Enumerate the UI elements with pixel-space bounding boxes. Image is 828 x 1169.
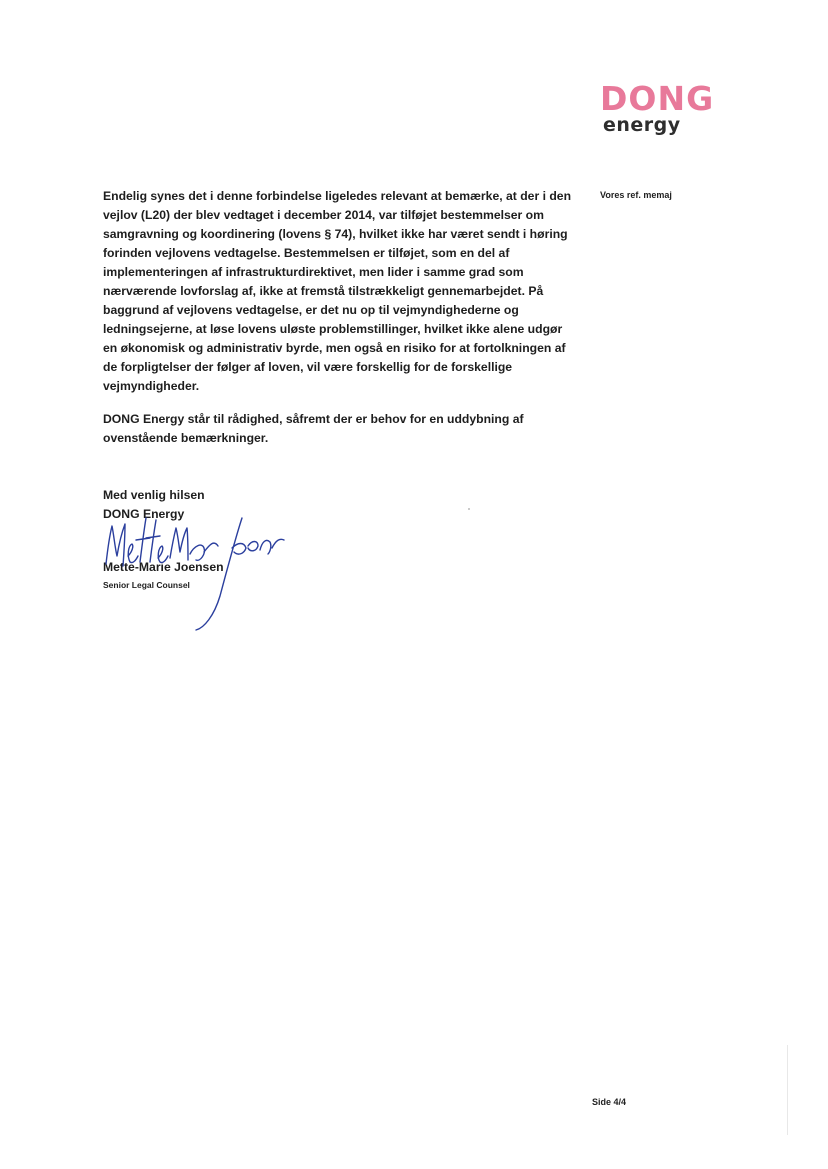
reference-label: Vores ref. memaj xyxy=(600,190,672,200)
letter-body xyxy=(103,187,573,462)
handwritten-signature xyxy=(92,506,292,636)
paragraph-2: DONG Energy står til rådighed, såfremt der er behov for en uddybning af ovenstående bemærkninger. xyxy=(103,412,524,445)
signer-name: Mette-Marie Joensen xyxy=(103,560,224,574)
page-number: Side 4/4 xyxy=(592,1097,627,1107)
scan-speck xyxy=(468,508,470,510)
logo-word: DONG xyxy=(600,79,715,118)
signer-title: Senior Legal Counsel xyxy=(103,580,190,590)
scan-edge-line xyxy=(787,1045,788,1135)
closing-company: DONG Energy xyxy=(103,507,185,521)
logo-sub: energy xyxy=(603,114,681,136)
closing-greeting: Med venlig hilsen xyxy=(103,488,205,502)
dong-energy-logo xyxy=(600,79,760,136)
paragraph-1: Endelig synes det i denne forbindelse ligeledes relevant at bemærke, at der i den vejlov (L20) der blev vedtaget i december 2014, var tilføjet bestemmelser om samgravning og koordinering (lovens § 74), hvilket ikke har været sendt i høring forinden vejlovens vedtagelse. Bestemmelsen er tilføjet, som en del af implementeringen af infrastrukturdirektivet, men lider i samme grad som nærværende lovforslag af, ikke at fremstå tilstrækkeligt gennemarbejdet. På baggrund af vejlovens vedtagelse, er det nu op til vejmyndighederne og ledningsejerne, at løse lovens uløste problemstillinger, hvilket ikke alene udgør en økonomisk og administrativ byrde, men også en risiko for at fortolkningen af de forpligtelser der følger af loven, vil være forskellig for de forskellige vejmyndigheder. xyxy=(103,189,572,393)
